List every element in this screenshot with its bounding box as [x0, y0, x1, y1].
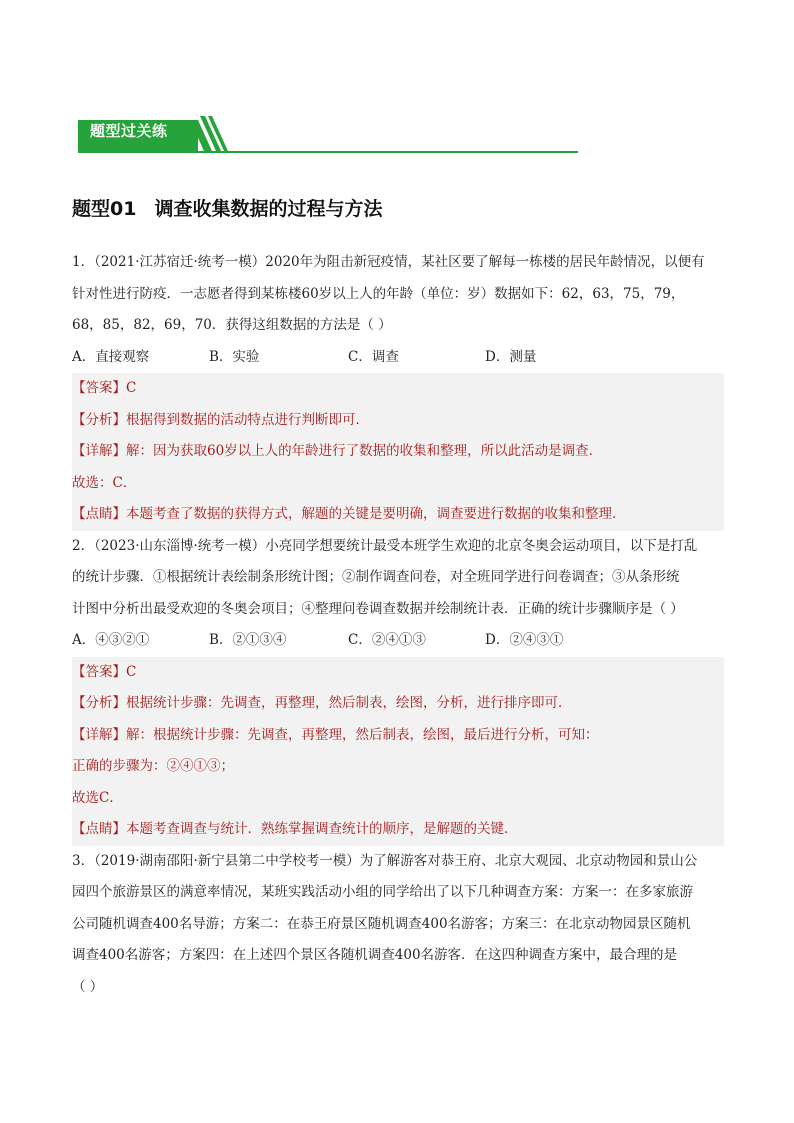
section-title-text: 调查收集数据的过程与方法 — [154, 198, 383, 220]
answer-block — [72, 657, 724, 846]
section-banner — [78, 116, 578, 156]
option-b: B．②①③④ — [209, 632, 287, 648]
section-number: 题型01 — [72, 198, 137, 220]
detail-tag: 【详解】 — [72, 726, 126, 743]
question-text-line: 针对性进行防疫．一志愿者得到某栋楼60岁以上人的年龄（单位：岁）数据如下：62，63，75，79， — [72, 285, 685, 302]
option-b: B．实验 — [209, 348, 260, 365]
analysis-tag: 【分析】 — [72, 695, 126, 711]
detail-text: 正确的步骤为：②④①③； — [72, 758, 234, 774]
option-d: D．②④③① — [485, 632, 564, 648]
question-text-line: 1．（2021·江苏宿迁·统考一模）2020年为阻击新冠疫情，某社区要了解每一栋楼的居民年龄情况，以便有 — [72, 254, 705, 270]
analysis-tag: 【分析】 — [72, 411, 126, 428]
question-2 — [72, 531, 724, 846]
banner-title: 题型过关练 — [90, 122, 168, 140]
question-text-line: （ ） — [72, 978, 104, 995]
question-text-line: 园四个旅游景区的满意率情况，某班实践活动小组的同学给出了以下几种调查方案：方案一：在多家旅游 — [72, 884, 693, 900]
question-text-line: 2．（2023·山东淄博·统考一模）小亮同学想要统计最受本班学生欢迎的北京冬奥会运动项目，以下是打乱 — [72, 537, 698, 554]
section-heading — [72, 194, 382, 221]
detail-tag: 【详解】 — [72, 443, 126, 459]
answer-value: C — [126, 663, 137, 680]
question-text-line: 68，85，82，69，70．获得这组数据的方法是（ ） — [72, 317, 392, 333]
question-text-line: 3．（2019·湖南邵阳·新宁县第二中学校考一模）为了解游客对恭王府、北京大观园、北京动物园和景山公 — [72, 852, 698, 869]
answer-tag: 【答案】 — [72, 380, 126, 396]
option-a: A．④③②① — [72, 632, 150, 648]
detail-text: 解：根据统计步骤：先调查，再整理，然后制表，绘图，最后进行分析，可知： — [126, 726, 599, 743]
answer-value: C — [126, 380, 137, 396]
banner-underline — [78, 151, 578, 153]
options-row — [72, 342, 724, 374]
answer-block — [72, 373, 724, 531]
question-text-line: 计图中分析出最受欢迎的冬奥会项目；④整理问卷调查数据并绘制统计表．正确的统计步骤顺序是（ ） — [72, 600, 684, 617]
option-c: C．调查 — [348, 348, 399, 365]
detail-text: 解：因为获取60岁以上人的年龄进行了数据的收集和整理，所以此活动是调查． — [126, 443, 603, 459]
comment-tag: 【点睛】 — [72, 506, 126, 522]
analysis-text: 根据得到数据的活动特点进行判断即可． — [126, 411, 369, 428]
detail-text: 故选：C． — [72, 474, 137, 491]
question-1 — [72, 247, 724, 531]
detail-text: 故选C． — [72, 789, 123, 806]
banner-stripes-icon — [190, 116, 230, 152]
option-c: C．②④①③ — [348, 632, 426, 648]
question-text-line: 调查400名游客；方案四：在上述四个景区各随机调查400名游客．在这四种调查方案中，最合理的是 — [72, 947, 678, 963]
comment-tag: 【点睛】 — [72, 821, 126, 837]
option-a: A．直接观察 — [72, 348, 150, 365]
option-d: D．测量 — [485, 348, 537, 365]
question-3 — [72, 846, 724, 1004]
comment-text: 本题考查调查与统计．熟练掌握调查统计的顺序，是解题的关键． — [126, 821, 518, 837]
questions-content — [72, 247, 724, 1003]
question-text-line: 的统计步骤．①根据统计表绘制条形统计图；②制作调查问卷，对全班同学进行问卷调查；③从条形统 — [72, 569, 680, 585]
options-row — [72, 625, 724, 657]
answer-tag: 【答案】 — [72, 663, 126, 680]
comment-text: 本题考查了数据的获得方式，解题的关键是要明确，调查要进行数据的收集和整理． — [126, 506, 626, 522]
question-text-line: 公司随机调查400名导游；方案二：在恭王府景区随机调查400名游客；方案三：在北京动物园景区随机 — [72, 915, 691, 932]
analysis-text: 根据统计步骤：先调查，再整理，然后制表，绘图，分析，进行排序即可． — [126, 695, 572, 711]
